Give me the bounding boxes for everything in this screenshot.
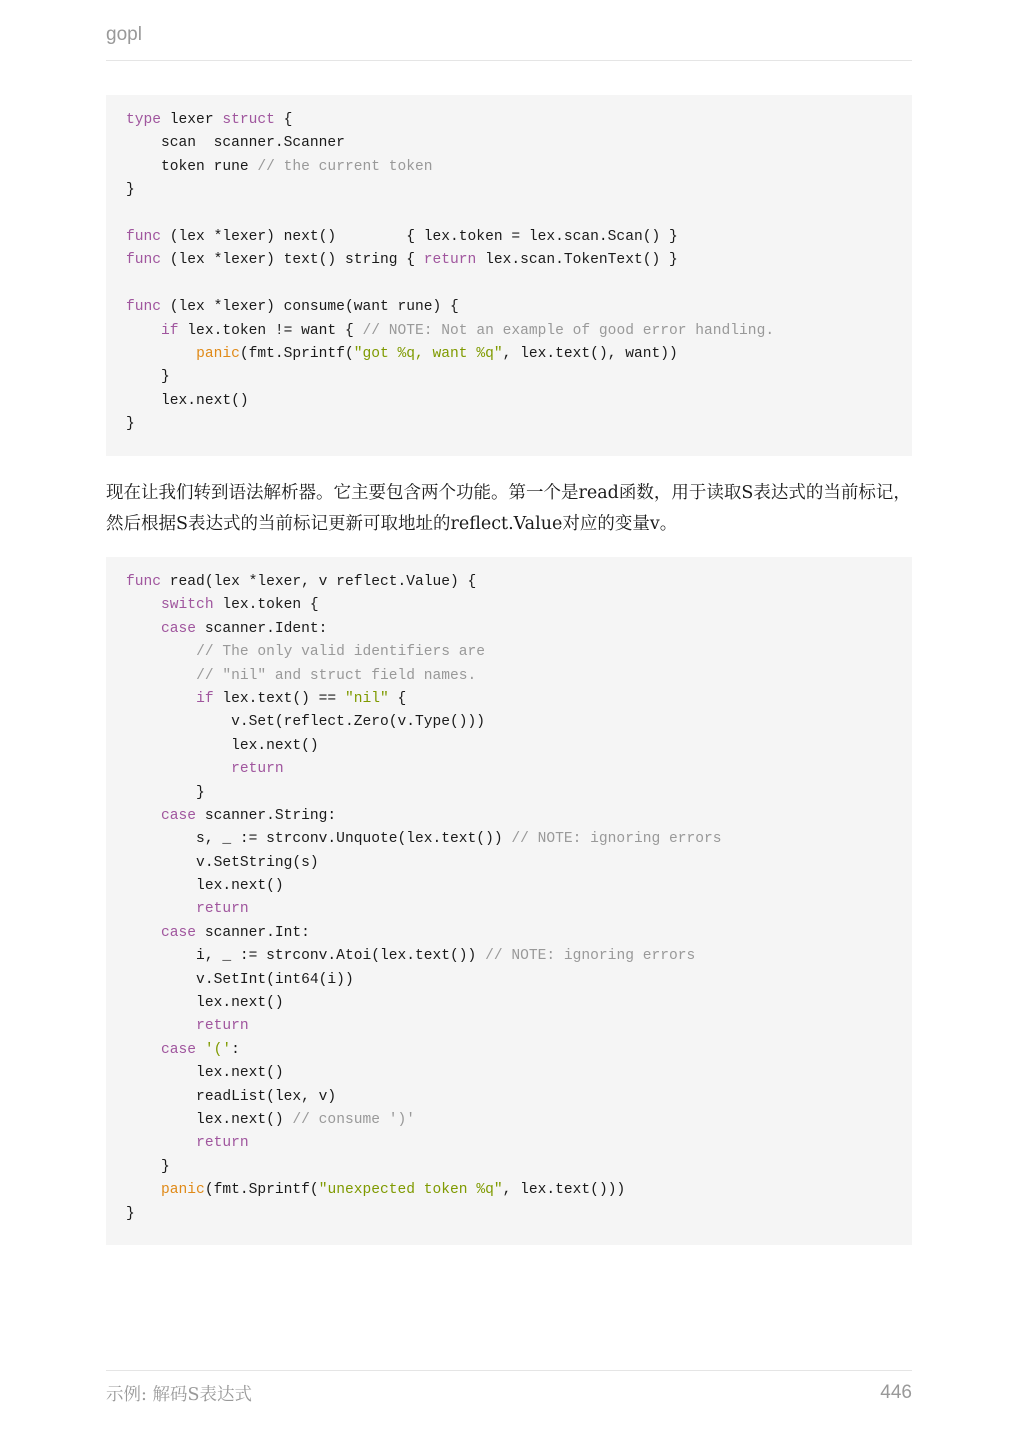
code-token: // "nil" and struct field names. (196, 667, 477, 684)
code-line (126, 366, 892, 389)
code-line (126, 203, 892, 226)
code-token (126, 323, 161, 339)
code-token: struct (222, 112, 275, 128)
code-line (126, 782, 892, 805)
code-token: (fmt.Sprintf( (204, 1182, 319, 1199)
code-token: (lex *lexer) consume(want rune) { (161, 299, 459, 316)
code-token: lex.scan.TokenText() } (476, 252, 678, 269)
code-token: : (231, 1041, 240, 1058)
code-line (126, 1132, 892, 1155)
code-block-lexer (106, 95, 912, 456)
code-token: read(lex *lexer, v reflect.Value) { (161, 574, 477, 590)
code-token (126, 597, 161, 613)
code-token: scan scanner.Scanner (126, 135, 345, 152)
code-token: (fmt.Sprintf( (239, 345, 354, 362)
code-token (126, 644, 196, 660)
code-token: lex.token != want { (178, 322, 363, 339)
code-token: func (126, 252, 162, 269)
code-token: { (388, 690, 407, 707)
code-token (126, 691, 196, 707)
code-token: lex.next() (126, 1065, 284, 1082)
code-token: } (126, 784, 205, 801)
code-line (126, 1179, 892, 1202)
code-token (126, 668, 196, 684)
code-token: // NOTE: Not an example of good error handling. (362, 322, 775, 339)
code-line (126, 343, 892, 366)
code-line (126, 109, 892, 132)
code-token (126, 901, 196, 917)
code-token: case (161, 807, 197, 824)
code-line (126, 665, 892, 688)
code-line (126, 1156, 892, 1179)
code-token (126, 761, 231, 777)
code-token: lex.next() (126, 1111, 293, 1128)
code-line (126, 688, 892, 711)
code-line (126, 805, 892, 828)
code-token (126, 1018, 196, 1034)
code-token: return (196, 901, 249, 918)
code-token: lex.next() (126, 392, 249, 409)
code-line (126, 1062, 892, 1085)
code-token: v.SetInt(int64(i)) (126, 971, 354, 988)
code-token: case (161, 1041, 197, 1058)
code-token: // consume ')' (292, 1111, 416, 1128)
code-line (126, 1086, 892, 1109)
code-token (196, 1042, 205, 1058)
code-line (126, 852, 892, 875)
code-token: // the current token (257, 158, 433, 175)
code-token: } (126, 1205, 135, 1222)
code-token: lexer (161, 112, 223, 128)
code-token: v.SetString(s) (126, 854, 319, 871)
code-token: lex.next() (126, 737, 319, 754)
code-token: scanner.Int: (196, 924, 310, 941)
code-token: "nil" (344, 690, 389, 707)
code-line (126, 390, 892, 413)
code-token: "got %q, want %q" (353, 345, 503, 362)
code-token (126, 621, 161, 637)
code-token: // NOTE: ignoring errors (485, 948, 696, 965)
code-token: case (161, 620, 197, 637)
code-line (126, 828, 892, 851)
code-token: switch (161, 597, 214, 614)
code-line (126, 249, 892, 272)
code-token: case (161, 924, 197, 941)
code-line (126, 711, 892, 734)
code-token: v.Set(reflect.Zero(v.Type())) (126, 714, 486, 731)
code-token (126, 925, 161, 941)
code-token: if (161, 322, 179, 339)
code-token: } (126, 416, 135, 433)
code-token: lex.next() (126, 995, 284, 1012)
code-line (126, 1109, 892, 1132)
code-token: lex.token { (213, 597, 319, 614)
code-token (126, 1042, 161, 1058)
code-token: { (274, 112, 293, 128)
code-token: } (126, 1158, 170, 1175)
code-token: return (231, 761, 284, 778)
code-line (126, 945, 892, 968)
code-token: '(' (204, 1041, 232, 1058)
code-token: panic (196, 345, 240, 362)
code-token: s, _ := strconv.Unquote(lex.text()) (126, 831, 512, 848)
code-line (126, 992, 892, 1015)
code-line (126, 875, 892, 898)
code-token (126, 1182, 161, 1198)
code-token: } (126, 182, 135, 199)
code-line (126, 758, 892, 781)
footer-divider (106, 1370, 912, 1371)
code-token: lex.text() == (213, 690, 345, 707)
code-token: "unexpected token %q" (318, 1182, 503, 1199)
code-token: lex.next() (126, 878, 284, 895)
header-divider (106, 60, 912, 61)
page-number: 446 (880, 1382, 912, 1403)
code-line (126, 413, 892, 436)
code-line (126, 132, 892, 155)
code-line (126, 641, 892, 664)
code-line (126, 571, 892, 594)
code-token: scanner.String: (196, 807, 337, 824)
code-token: token rune (126, 158, 258, 175)
code-line (126, 156, 892, 179)
code-token: func (126, 299, 162, 316)
code-line (126, 969, 892, 992)
code-line (126, 320, 892, 343)
code-line (126, 1015, 892, 1038)
code-token: // The only valid identifiers are (196, 644, 486, 661)
code-line (126, 296, 892, 319)
code-line (126, 1039, 892, 1062)
code-token: scanner.Ident: (196, 620, 328, 637)
code-token (126, 808, 161, 824)
code-line (126, 735, 892, 758)
code-token: type (126, 112, 162, 128)
code-token: , lex.text(), want)) (502, 345, 678, 362)
code-token (126, 346, 196, 362)
code-line (126, 898, 892, 921)
code-token: return (196, 1018, 249, 1035)
code-token (126, 1135, 196, 1151)
code-token: (lex *lexer) text() string { (161, 252, 424, 269)
code-line (126, 179, 892, 202)
code-token: return (423, 252, 477, 269)
code-token: readList(lex, v) (126, 1088, 337, 1105)
code-line (126, 1203, 892, 1226)
code-line (126, 273, 892, 296)
code-line (126, 922, 892, 945)
code-token: , lex.text())) (502, 1182, 626, 1199)
running-header: gopl (106, 24, 142, 45)
code-block-read (106, 557, 912, 1245)
code-token: func (126, 228, 162, 245)
code-token: return (196, 1135, 249, 1152)
code-token: func (126, 574, 162, 590)
code-token: } (126, 369, 170, 386)
code-token: (lex *lexer) next() { lex.token = lex.scan.Scan() } (161, 228, 678, 245)
code-line (126, 226, 892, 249)
code-line (126, 618, 892, 641)
code-token: panic (161, 1182, 205, 1199)
body-paragraph: 现在让我们转到语法解析器。它主要包含两个功能。第一个是read函数，用于读取S表达式的当前标记，然后根据S表达式的当前标记更新可取地址的reflect.Value对应的变量v。 (106, 483, 911, 534)
code-token: // NOTE: ignoring errors (511, 831, 722, 848)
code-token: if (196, 690, 214, 707)
code-line (126, 594, 892, 617)
code-token: i, _ := strconv.Atoi(lex.text()) (126, 948, 486, 965)
footer-section-title: 示例: 解码S表达式 (106, 1385, 252, 1405)
